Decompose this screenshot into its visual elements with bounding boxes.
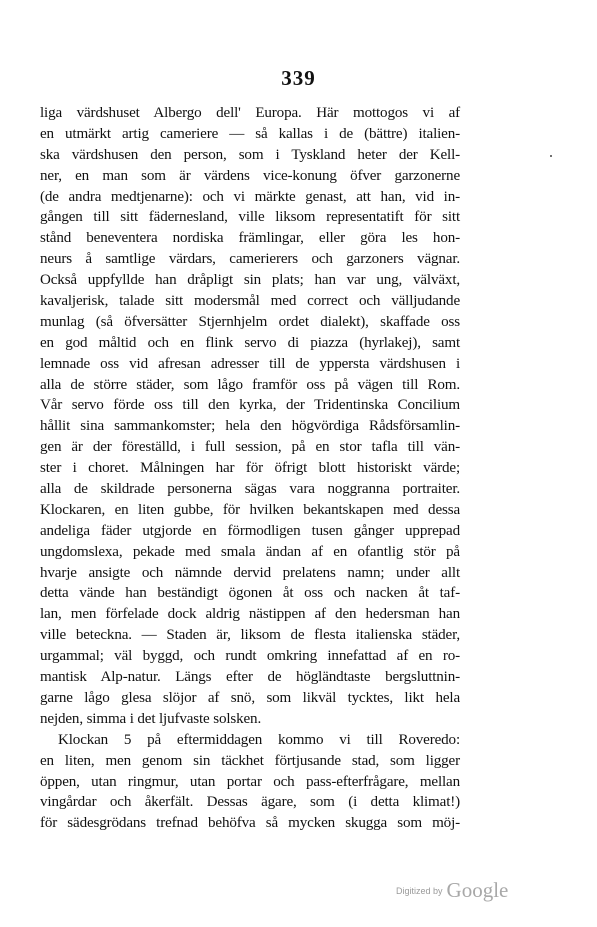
text-line: alla de större städer, som lågo framför oss på vägen till Rom. [40,376,460,393]
text-line: Också uppfyllde han dråpligt sin plats; han var ung, välväxt, [40,272,460,289]
text-line: lan, men förfelade dock aldrig nästippen af den hedersman han [40,606,460,623]
page-number: 339 [281,66,316,90]
watermark-prefix: Digitized by [396,886,443,896]
text-line: Klockaren, en liten gubbe, för hvilken bekantskapen med dessa [40,501,460,518]
paragraph-start-line: Klockan 5 på eftermiddagen kommo vi till Roveredo: [58,731,460,748]
google-logo: Google [446,878,509,902]
text-line: lemnade oss vid afresan adresser till de yppersta värdshusen i [40,355,460,372]
text-line: munlag (så öfversätter Stjernhjelm ordet dialekt), skaffade oss [40,313,460,330]
text-line: en liten, men genom sin täckhet förtjusande stad, som ligger [40,752,460,769]
text-line: ungdomslexa, pekade med smala ändan af en ofantlig stör på [40,543,460,560]
page-body-text [40,103,460,834]
text-line: ville beteckna. — Staden är, liksom de flesta italienska städer, [40,627,460,644]
text-line: andeliga fäder utgjorde en förmodligen tusen gånger upprepad [40,522,460,539]
text-line: alla de skildrade personerna sägas vara noggranna portraiter. [40,481,460,498]
text-line: kavaljerisk, talade sitt modersmål med correct och välljudande [40,293,460,310]
digitized-by-google-watermark [396,878,508,903]
text-line: stånd beneventera nordiska främlingar, eller göra les hon- [40,230,460,247]
text-line: hållit sina sammankomster; hela den högvördiga Rådsförsamlin- [40,418,460,435]
text-line: en utmärkt artig cameriere — så kallas i de (bättre) italien- [40,125,460,142]
text-line: vingårdar och åkerfält. Dessas ägare, som (i detta klimat!) [40,794,460,811]
text-line: detta vände han beständigt ögonen åt oss och nacken åt taf- [40,585,460,602]
text-line: hvarje ansigte och nämnde dervid prelatens namn; under allt [40,564,460,581]
text-line: gången till sitt fädernesland, ville liksom representatift för sitt [40,209,460,226]
paragraph-end-line: nejden, simma i det ljufvaste solsken. [40,710,262,727]
text-line: ster i choret. Målningen har för öfrigt blott historiskt värde; [40,460,460,477]
text-line: för sädesgrödans trefnad behöfva så mycken skugga som möj- [40,815,460,832]
text-line: öppen, utan ringmur, utan portar och pass-efterfrågare, mellan [40,773,460,790]
text-line: neurs å samtlige värdars, camerierers och garzoners vägnar. [40,251,460,268]
ink-speck [550,155,552,157]
text-line: liga värdshuset Albergo dell' Europa. Här mottogos vi af [40,105,460,121]
text-line: urgammal; väl byggd, och rundt omkring innefattad af en ro- [40,648,460,665]
text-line: mantisk Alp-natur. Längs efter de högländtaste bergsluttnin- [40,669,460,686]
text-line: (de andra medtjenarne): och vi märkte genast, att han, vid in- [40,188,460,205]
text-line: Vår servo förde oss till den kyrka, der Tridentinska Concilium [40,397,460,414]
text-line: ska värdshusen den person, som i Tyskland heter der Kell- [40,146,460,163]
text-line: en god måltid och en flink servo di piazza (hyrlakej), samt [40,334,460,351]
text-line: gen är der föreställd, i full session, på en stor tafla till vän- [40,439,460,456]
text-line: garne lågo glesa slöjor af snö, som likväl tycktes, likt hela [40,689,460,706]
text-line: ner, en man som är värdens vice-konung öfver garzonerne [40,167,460,184]
